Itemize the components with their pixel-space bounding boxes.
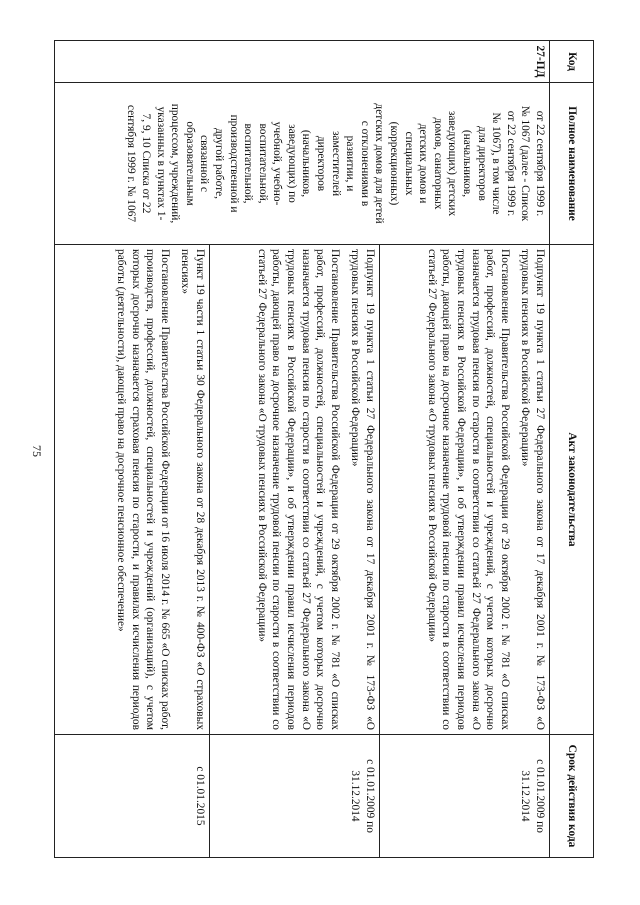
legislation-table	[54, 40, 594, 858]
header-act: Акт законодательства	[550, 245, 594, 735]
name-line: заведующих) по	[285, 124, 298, 203]
name-line: (начальников,	[461, 129, 474, 198]
name-line: 7, 9, 10 Списка от 22	[139, 113, 152, 214]
table-header-row	[550, 41, 594, 858]
act-paragraph: Подпункт 19 пункта 1 статьи 27 Федерального закона от 17 декабря 2001 г. № 173-ФЗ «О трудовых пенсиях в Российской Федерации»	[349, 249, 376, 730]
name-line: развитии, и	[344, 135, 357, 192]
name-line: указанных в пунктах 1-	[154, 106, 167, 221]
name-line: специальных	[402, 131, 415, 196]
header-term: Срок действия кода	[550, 735, 594, 858]
name-line: директоров	[315, 135, 328, 192]
page-number: 75	[30, 445, 44, 457]
name-line: домов, санаторных	[431, 117, 444, 210]
name-line: заведующих) детских	[446, 110, 459, 217]
name-line: заместителей	[329, 130, 342, 197]
name-line: детских домов для детей	[373, 103, 386, 224]
rotated-page	[54, 40, 594, 857]
name-line: от 22 сентября 1999 г.	[504, 110, 517, 217]
name-line: сентября 1999 г. № 1067	[125, 104, 138, 223]
term-cell: с 01.01.2009 по 31.12.2014	[380, 735, 550, 858]
act-paragraph: Пункт 19 части 1 статьи 30 Федерального закона от 28 декабря 2013 г. № 400-ФЗ «О страховых пенсиях»	[179, 249, 206, 730]
header-code: Код	[550, 41, 594, 83]
header-name: Полное наименование	[550, 83, 594, 245]
name-line: производственной и	[227, 114, 240, 213]
name-line: с отклонениями в	[358, 120, 371, 207]
act-cell	[210, 245, 380, 735]
term-cell: с 01.01.2015	[55, 735, 210, 858]
name-line: для директоров	[475, 126, 488, 201]
act-cell	[55, 245, 210, 735]
table-row	[380, 41, 550, 858]
name-line: процессом, учреждений,	[169, 103, 182, 224]
act-paragraph: Постановление Правительства Российской Федерации от 29 октября 2002 г. № 781 «О списках работ, профессий, должностей, специальностей и учреждений, с учетом которых досрочно назначается трудовая пенсия по старости в соответствии со статьей 27 Федерального закона «О трудовых пенсиях в Российской Федерации», и об утверждении правил исчисления периодов работы, дающей право на досрочное назначение трудовой пенсии по старости в соответствии со статьей 27 Федерального закона «О трудовых пенсиях в Российской Федерации»	[425, 249, 511, 730]
act-paragraph: Подпункт 19 пункта 1 статьи 27 Федерального закона от 17 декабря 2001 г. № 173-ФЗ «О трудовых пенсиях в Российской Федерации»	[519, 249, 546, 730]
name-line: учебной, учебно-	[271, 121, 284, 206]
code-cell: 27-ПД	[55, 41, 550, 83]
name-line: воспитательной,	[256, 123, 269, 204]
name-line: № 1067), в том числе	[490, 112, 503, 215]
name-line: воспитательной,	[242, 123, 255, 204]
name-line: от 22 сентября 1999 г.	[534, 110, 546, 217]
act-paragraph: Постановление Правительства Российской Федерации от 29 октября 2002 г. № 781 «О списках работ, профессий, должностей, специальностей и учреждений, с учетом которых досрочно назначается трудовая пенсия по старости в соответствии со статьей 27 Федерального закона «О трудовых пенсиях в Российской Федерации», и об утверждении правил исчисления периодов работы, дающей право на досрочное назначение трудовой пенсии по старости в соответствии со статьей 27 Федерального закона «О трудовых пенсиях в Российской Федерации»	[255, 249, 341, 730]
term-cell: с 01.01.2009 по 31.12.2014	[210, 735, 380, 858]
name-line: образовательным	[183, 121, 196, 206]
name-line: детских домов и	[417, 123, 430, 204]
name-line: связанной с	[198, 135, 211, 192]
name-line: другой работе,	[212, 127, 225, 200]
act-paragraph: Постановление Правительства Российской Федерации от 16 июля 2014 г. № 665 «О списках работ, производств, профессий, должностей, специальностей и учреждений (организаций), с учетом которых досрочно назначается страховая пенсия по старости, и правилах исчисления периодов работы (деятельности), дающей право на досрочное пенсионное обеспечение»	[115, 249, 171, 730]
name-line: (коррекционных)	[388, 121, 401, 206]
name-line: (начальников,	[300, 129, 313, 198]
name-cell	[55, 83, 550, 245]
name-line: № 1067 (далее - Список	[519, 105, 532, 222]
act-cell	[380, 245, 550, 735]
